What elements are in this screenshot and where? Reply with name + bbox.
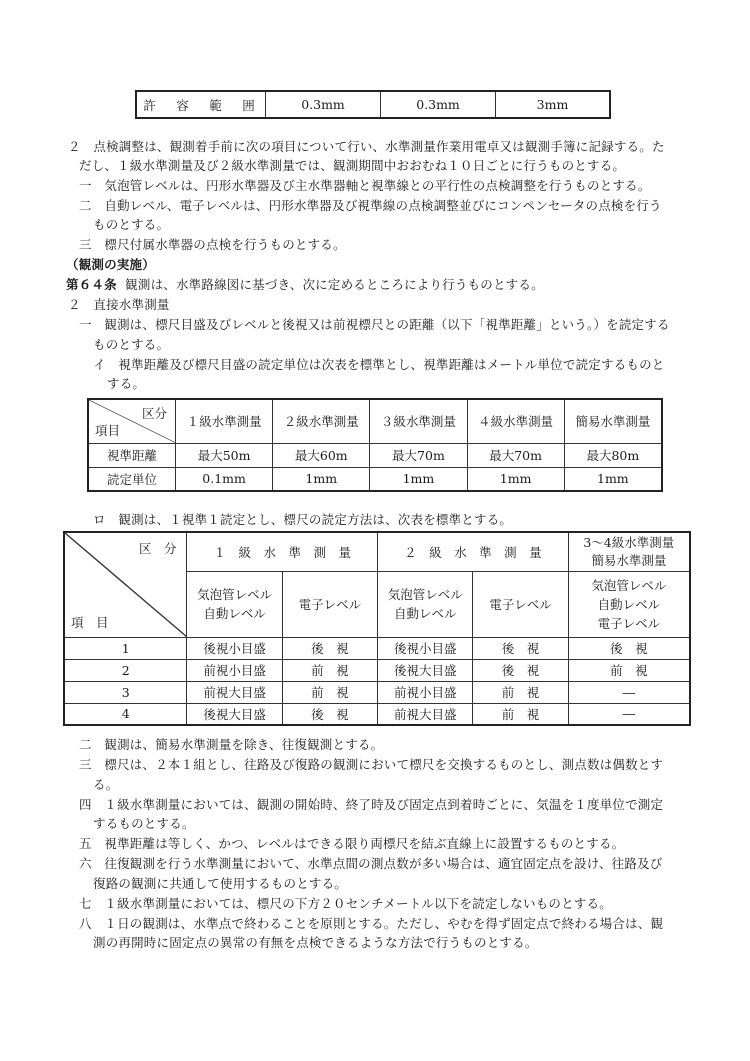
subheader-electronic: 電子レベル — [473, 571, 568, 637]
corner-label-item: 項 目 — [71, 614, 109, 630]
subheader-line: 自動レベル — [597, 596, 661, 612]
cell: 最大80m — [564, 443, 662, 467]
article-number: 第６４条 — [66, 277, 117, 292]
cell: 後 視 — [568, 637, 690, 659]
row-item: 2 — [64, 659, 187, 681]
cell: 前視大目盛 — [378, 703, 473, 725]
tolerance-value: 0.3mm — [266, 91, 381, 118]
subheader-line: 自動レベル — [203, 606, 266, 621]
subheader-bubble-auto — [187, 571, 282, 637]
direct-sub-ro: ロ 観測は、１視準１読定とし、標尺の読定方法は、次表を標準とする。 — [93, 512, 513, 527]
item-roku: 六 往復観測を行う水準測量において、水準点間の測点数が多い場合は、適宜固定点を設け、往路及び — [79, 856, 663, 871]
section2-line2: だし、１級水準測量及び２級水準測量では、観測期間中おおむね１０日ごとに行うものとする。 — [79, 158, 626, 173]
subheader-all-levels — [568, 571, 690, 637]
corner-label-category: 区 分 — [138, 541, 177, 556]
item-roku-cont: 復路の観測に共通して使用するものとする。 — [93, 876, 348, 891]
tolerance-value: 3mm — [496, 91, 611, 118]
header-cell: ２級水準測量 — [273, 399, 370, 443]
cell: 前 視 — [473, 681, 568, 703]
cell: 後 視 — [282, 703, 377, 725]
table-row — [88, 443, 662, 467]
corner-label-item: 項目 — [95, 422, 121, 438]
subheader-line: 自動レベル — [393, 606, 457, 621]
reading-method-table — [63, 531, 691, 726]
tolerance-label: 許 容 範 囲 — [136, 91, 266, 118]
section2-item3: 三 標尺付属水準器の点検を行うものとする。 — [79, 237, 346, 252]
table-row — [64, 637, 690, 659]
item-hachi-cont: 測の再開時に固定点の異常の有無を点検できるような方法で行うものとする。 — [93, 935, 538, 950]
item-nana: 七 １級水準測量においては、標尺の下方２０センチメートル以下を読定しないものとする。 — [79, 896, 612, 911]
item-san: 三 標尺は、２本１組とし、往路及び復路の観測において標尺を交換するものとし、測点数は偶数とす — [79, 757, 664, 772]
item-yon-cont: するものとする。 — [93, 816, 195, 831]
group-header-level2: ２ 級 水 準 測 量 — [378, 532, 569, 571]
cell: 前 視 — [473, 703, 568, 725]
subheader-line: 気泡管レベル — [197, 587, 273, 602]
group3-line2: 簡易水準測量 — [591, 552, 667, 568]
cell: 1mm — [273, 467, 370, 491]
header-cell: ４級水準測量 — [467, 399, 564, 443]
cell: 後視小目盛 — [187, 637, 282, 659]
row-item: 4 — [64, 703, 187, 725]
header-cell: 簡易水準測量 — [564, 399, 662, 443]
subheader-line: 気泡管レベル — [387, 587, 463, 602]
cell: 0.1mm — [176, 467, 273, 491]
header-cell: １級水準測量 — [176, 399, 273, 443]
cell: 後 視 — [473, 659, 568, 681]
section2-line1: ２ 点検調整は、観測着手前に次の項目について行い、水準測量作業用電卓又は観測手簿に記録する。た — [68, 139, 665, 154]
cell: 後視大目盛 — [187, 703, 282, 725]
item-ni: 二 観測は、簡易水準測量を除き、往復観測とする。 — [79, 737, 384, 752]
table-corner-cell — [88, 399, 176, 443]
direct-item1-cont: ものとする。 — [93, 337, 170, 352]
header-cell: ３級水準測量 — [370, 399, 467, 443]
row-item: 3 — [64, 681, 187, 703]
cell: 後 視 — [282, 637, 377, 659]
section2-item2-cont: ものとする。 — [93, 217, 170, 232]
section2-item1: 一 気泡管レベルは、円形水準器及び主水準器軸と視準線との平行性の点検調整を行うものとする。 — [79, 178, 651, 193]
cell: 前視大目盛 — [187, 681, 282, 703]
item-hachi: 八 １日の観測は、水準点で終わることを原則とする。ただし、やむを得ず固定点で終わる場合は、観 — [79, 916, 664, 931]
table-row — [64, 659, 690, 681]
corner-label-category: 区分 — [141, 406, 167, 421]
group-header-level1: １ 級 水 準 測 量 — [187, 532, 378, 571]
item-go: 五 視準距離は等しく、かつ、レベルはできる限り両標尺を結ぶ直線上に設置するものとする。 — [79, 836, 625, 851]
cell: 1mm — [370, 467, 467, 491]
article-64 — [66, 276, 544, 294]
cell: ― — [568, 681, 690, 703]
direct-sub-i: イ 視準距離及び標尺目盛の読定単位は次表を標準とし、視準距離はメートル単位で読定するものと — [93, 357, 665, 372]
cell: 最大50m — [176, 443, 273, 467]
cell: 後 視 — [473, 637, 568, 659]
direct-sub-i-cont: する。 — [107, 376, 146, 391]
cell: 前視小目盛 — [187, 659, 282, 681]
tolerance-value: 0.3mm — [381, 91, 496, 118]
cell: 最大70m — [370, 443, 467, 467]
table-corner-cell — [64, 532, 187, 637]
group3-line1: 3～4級水準測量 — [583, 534, 675, 550]
cell: 前 視 — [282, 681, 377, 703]
section2-item2: 二 自動レベル、電子レベルは、円形水準器及び視準線の点検調整並びにコンペンセータの点検を行う — [79, 198, 662, 213]
direct-item1: 一 観測は、標尺目盛及びレベルと後視又は前視標尺との距離（以下「視準距離」という。）を読定する — [79, 317, 670, 332]
table-row — [88, 467, 662, 491]
cell: 1mm — [467, 467, 564, 491]
cell: 後視大目盛 — [378, 659, 473, 681]
cell: 前 視 — [568, 659, 690, 681]
row-item: 1 — [64, 637, 187, 659]
subheader-line: 電子レベル — [597, 615, 661, 631]
row-label: 視準距離 — [88, 443, 176, 467]
subheader-line: 気泡管レベル — [591, 577, 667, 593]
cell: 1mm — [564, 467, 662, 491]
cell: ― — [568, 703, 690, 725]
cell: 後視小目盛 — [378, 637, 473, 659]
subheader-bubble-auto — [378, 571, 473, 637]
group-header-level3-4-simple — [568, 532, 690, 571]
table-row — [64, 681, 690, 703]
row-label: 読定単位 — [88, 467, 176, 491]
table-row — [64, 703, 690, 725]
cell: 最大70m — [467, 443, 564, 467]
cell: 最大60m — [273, 443, 370, 467]
item-yon: 四 １級水準測量においては、観測の開始時、終了時及び固定点到着時ごとに、気温を１度単位で測定 — [79, 797, 664, 812]
tolerance-table — [135, 90, 611, 119]
item-san-cont: る。 — [93, 777, 119, 792]
direct-leveling-title: ２ 直接水準測量 — [68, 297, 170, 312]
cell: 前 視 — [282, 659, 377, 681]
subheader-electronic: 電子レベル — [282, 571, 377, 637]
reading-unit-table — [87, 398, 663, 492]
section-heading: （観測の実施） — [66, 257, 155, 272]
cell: 前視小目盛 — [378, 681, 473, 703]
article-text: 観測は、水準路線図に基づき、次に定めるところにより行うものとする。 — [125, 277, 544, 292]
